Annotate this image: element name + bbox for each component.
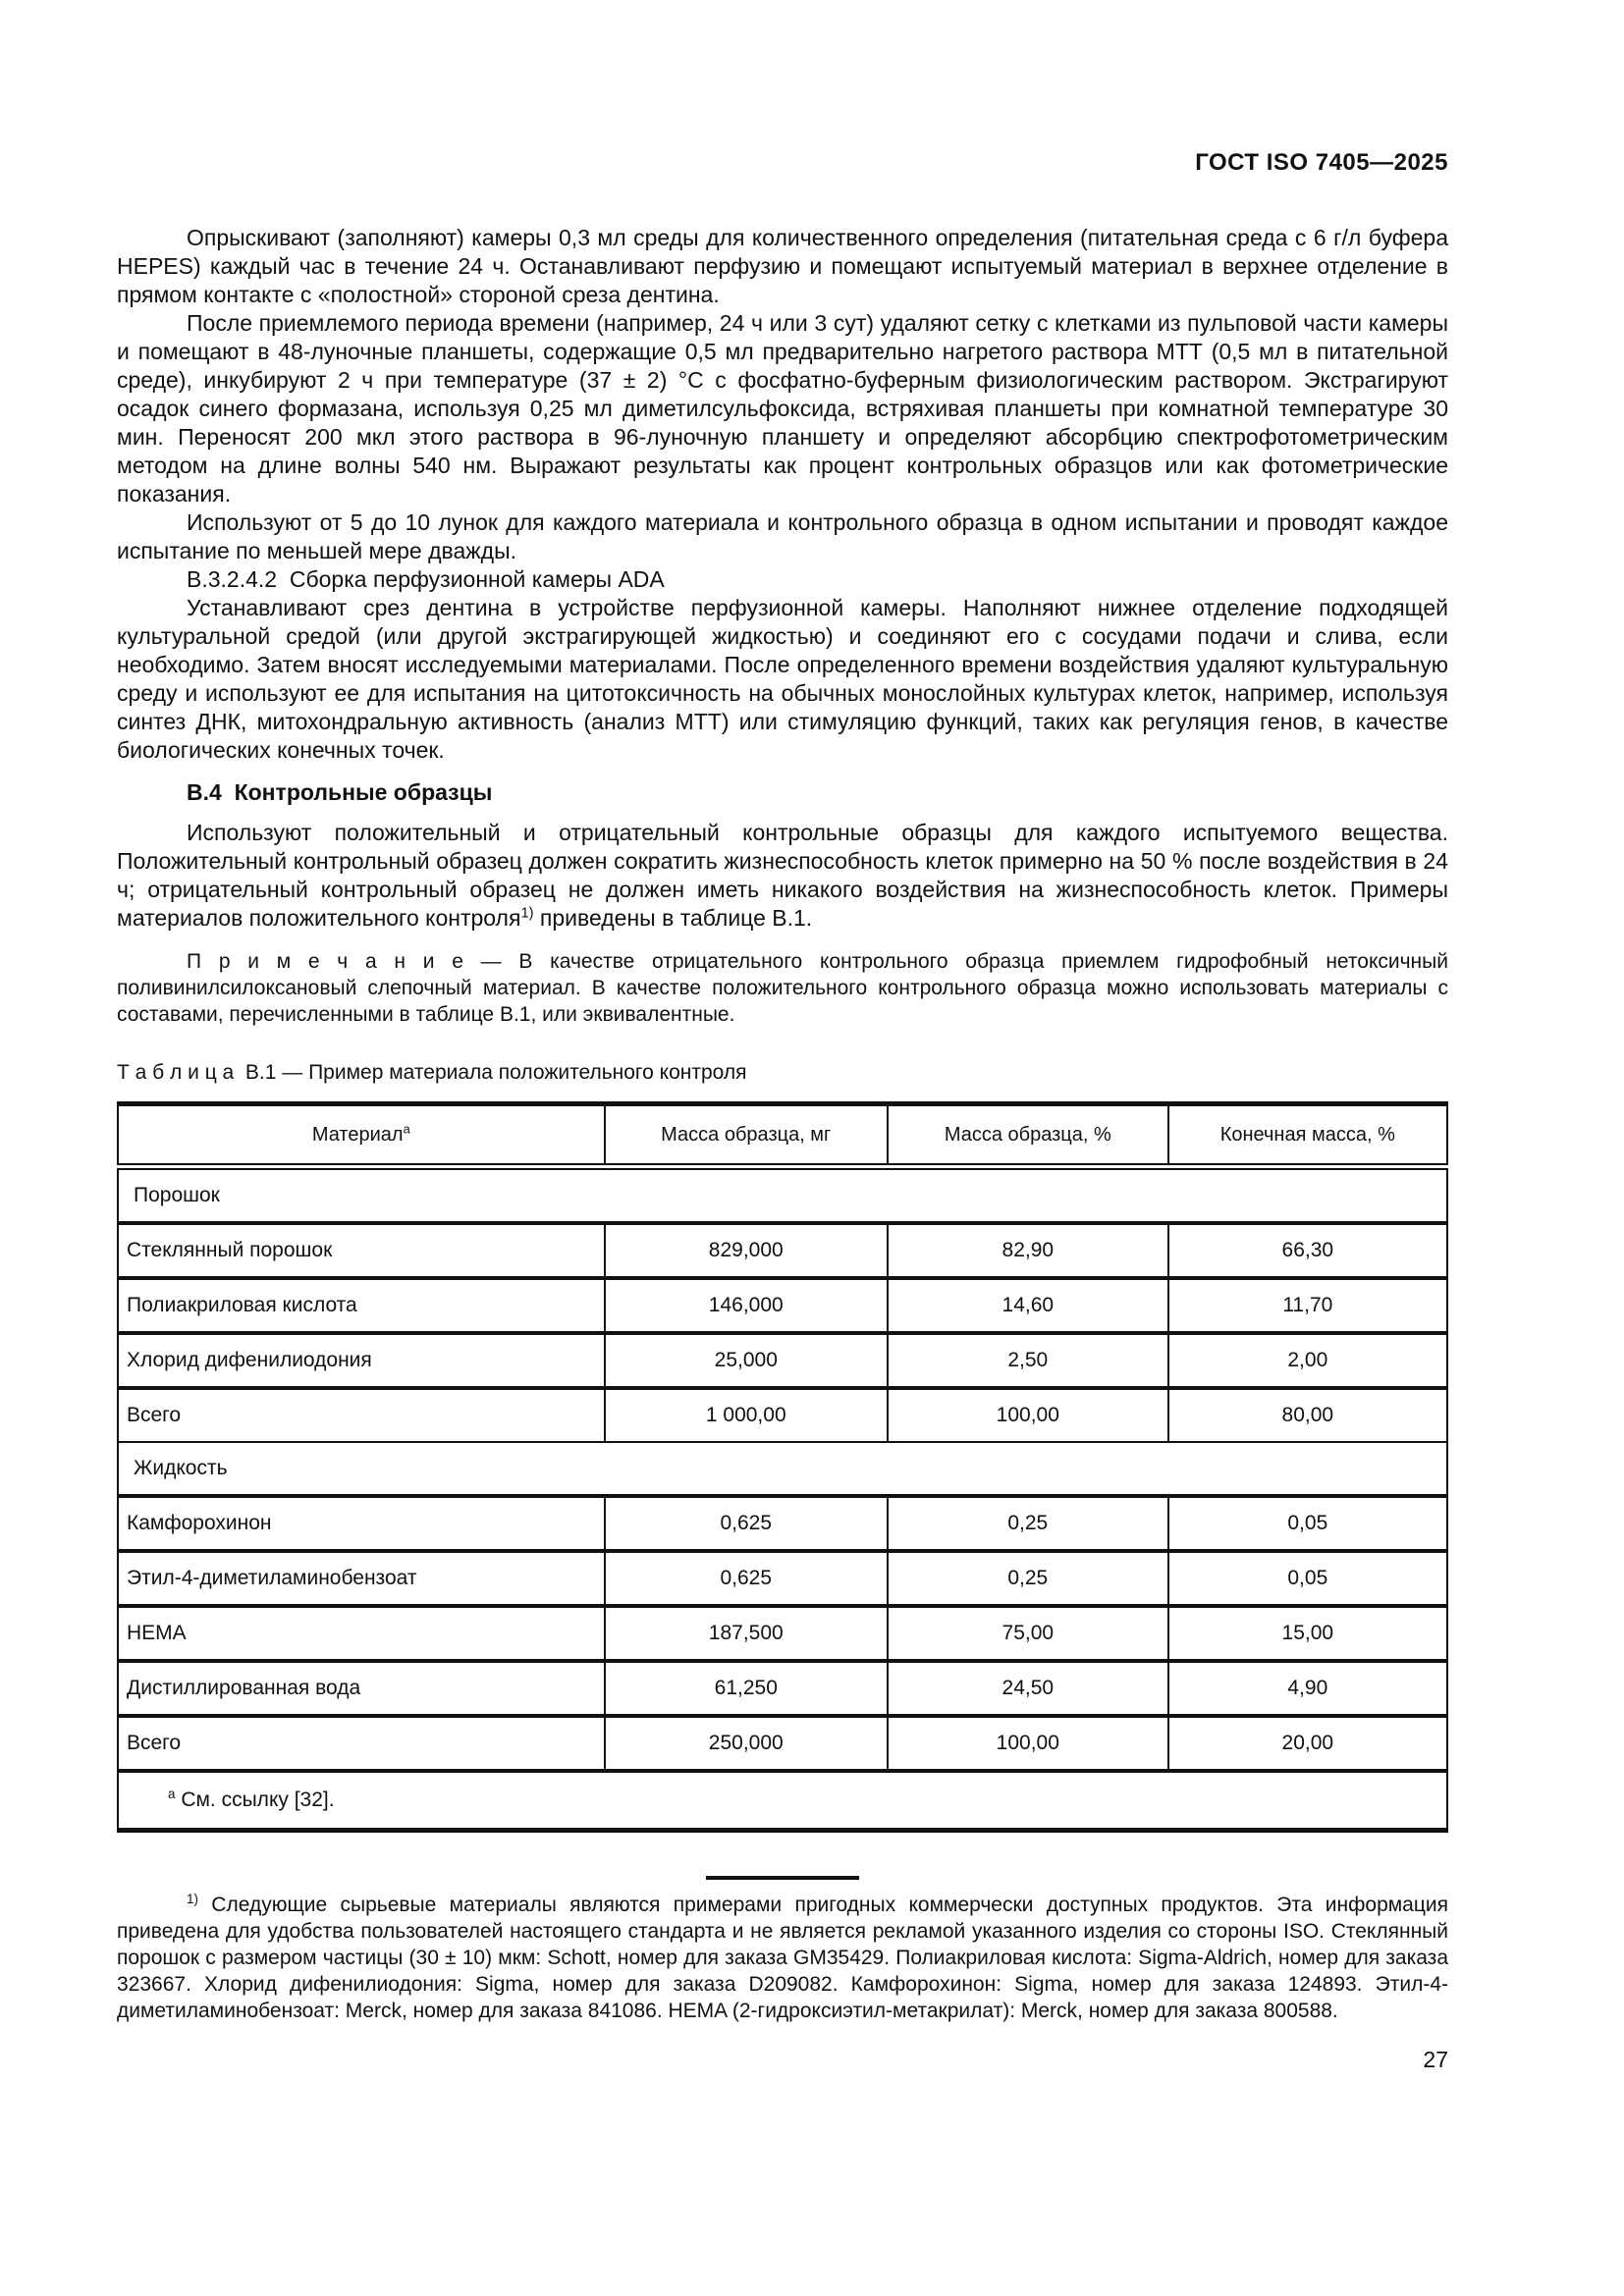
cell-final-mass-pct: 80,00 — [1168, 1388, 1447, 1442]
cell-material: Всего — [118, 1716, 605, 1771]
cell-material: Дистиллированная вода — [118, 1661, 605, 1716]
cell-mass-pct: 82,90 — [888, 1223, 1168, 1278]
section-label: Порошок — [118, 1167, 1447, 1224]
table-row-liquid-total — [118, 1716, 1447, 1771]
table-row-polyacrylic-acid — [118, 1278, 1447, 1333]
column-header-mass-pct: Масса образца, % — [888, 1104, 1168, 1167]
note-block — [117, 948, 1448, 1028]
footnote-reference-1: 1) — [520, 905, 534, 922]
table-row-ethyl-dimethylaminobenzoate — [118, 1551, 1447, 1606]
cell-mass-mg: 25,000 — [605, 1333, 888, 1388]
column-header-material: Материал$^а$ — [118, 1104, 605, 1167]
section-heading-b4: В.4 Контрольные образцы — [187, 779, 493, 805]
paragraph-control-samples — [117, 819, 1448, 933]
footnote-marker-1: 1) — [187, 1892, 198, 1906]
page-content — [117, 0, 1448, 2074]
cell-final-mass-pct: 15,00 — [1168, 1606, 1447, 1661]
table-footnote-marker: а — [403, 1120, 410, 1136]
cell-mass-mg: 250,000 — [605, 1716, 888, 1771]
cell-mass-mg: 61,250 — [605, 1661, 888, 1716]
cell-mass-pct: 100,00 — [888, 1388, 1168, 1442]
table-row-glass-powder — [118, 1223, 1447, 1278]
note-label: П р и м е ч а н и е — [187, 950, 463, 973]
footnote-block — [117, 1892, 1448, 2024]
column-header-mass-mg: Масса образца, мг — [605, 1104, 888, 1167]
cell-material: Полиакриловая кислота — [118, 1278, 605, 1333]
cell-final-mass-pct: 0,05 — [1168, 1551, 1447, 1606]
section-label: Жидкость — [118, 1442, 1447, 1496]
cell-mass-pct: 75,00 — [888, 1606, 1168, 1661]
positive-control-table — [117, 1101, 1448, 1833]
paragraph-text: Используют положительный и отрицательный контрольные образцы для каждого испытуемого вещества. Положительный контрольный образец должен сократить жизнеспособность клеток примерно на 50 % после воздействия в 24 ч; отрицательный контрольный образец не должен иметь никакого воздействия на жизнеспособность клеток. Примеры материалов положительного контроля — [117, 820, 1448, 931]
cell-mass-pct: 0,25 — [888, 1551, 1168, 1606]
cell-material: Этил-4-диметиламинобензоат — [118, 1551, 605, 1606]
cell-mass-mg: 0,625 — [605, 1496, 888, 1551]
cell-mass-pct: 14,60 — [888, 1278, 1168, 1333]
cell-mass-mg: 146,000 — [605, 1278, 888, 1333]
table-section-liquid — [118, 1442, 1447, 1496]
cell-material: Стеклянный порошок — [118, 1223, 605, 1278]
cell-mass-mg: 0,625 — [605, 1551, 888, 1606]
table-title — [117, 1059, 1448, 1086]
table-footnote-marker: а — [168, 1787, 176, 1801]
table-row-hema — [118, 1606, 1447, 1661]
table-footnote-text: См. ссылку [32]. — [175, 1789, 335, 1811]
cell-final-mass-pct: 4,90 — [1168, 1661, 1447, 1716]
running-header: ГОСТ ISO 7405—2025 — [1195, 149, 1448, 176]
table-footnote — [118, 1771, 1447, 1831]
footnote-text: Следующие сырьевые материалы являются примерами пригодных коммерчески доступных продуктов. Эта информация приведена для удобства пользователей настоящего стандарта и не является рекламой указанного изделия со стороны ISO. Стеклянный порошок с размером частицы (30 ± 10) мкм: Schott, номер для заказа GM35429. Полиакриловая кислота: Sigma-Aldrich, номер для заказа 323667. Хлорид дифенилиодония: Sigma, номер для заказа D209082. Камфорохинон: Sigma, номер для заказа 124893. Этил-4-диметиламинобензоат: Merck, номер для заказа 841086. HEMA (2-гидроксиэтил-метакрилат): Merck, номер для заказа 800588. — [117, 1894, 1448, 2022]
paragraph-wells-count: Используют от 5 до 10 лунок для каждого материала и контрольного образца в одном испытании и проводят каждое испытание по меньшей мере дважды. — [117, 509, 1448, 563]
cell-final-mass-pct: 2,00 — [1168, 1333, 1447, 1388]
paragraph-text: приведены в таблице В.1. — [533, 905, 813, 931]
table-footnote-row — [118, 1771, 1447, 1831]
table-row-camphorquinone — [118, 1496, 1447, 1551]
cell-mass-pct: 100,00 — [888, 1716, 1168, 1771]
column-header-final-mass-pct: Конечная масса, % — [1168, 1104, 1447, 1167]
cell-material: Всего — [118, 1388, 605, 1442]
page-number: 27 — [1423, 2047, 1448, 2072]
cell-final-mass-pct: 66,30 — [1168, 1223, 1447, 1278]
paragraph-mtt-procedure: После приемлемого периода времени (например, 24 ч или 3 сут) удаляют сетку с клетками из пульповой части камеры и помещают в 48-луночные планшеты, содержащие 0,5 мл предварительно нагретого раствора МТТ (0,5 мл в питательной среде), инкубируют 2 ч при температуре (37 ± 2) °С с фосфатно-буферным физиологическим раствором. Экстрагируют осадок синего формазана, используя 0,25 мл диметилсульфоксида, встряхивая планшеты при комнатной температуре 30 мин. Переносят 200 мкл этого раствора в 96-луночную планшету и определяют абсорбцию спектрофотометрическим методом на длине волны 540 нм. Выражают результаты как процент контрольных образцов или как фотометрические показания. — [117, 310, 1448, 507]
paragraph-spray-chambers: Опрыскивают (заполняют) камеры 0,3 мл среды для количественного определения (питательная среда с 6 г/л буфера HEPES) каждый час в течение 24 ч. Останавливают перфузию и помещают испытуемый материал в верхнее отделение в прямом контакте с «полостной» стороной среза дентина. — [117, 225, 1448, 307]
cell-mass-mg: 1 000,00 — [605, 1388, 888, 1442]
table-row-powder-total — [118, 1388, 1447, 1442]
table-title-label: Т а б л и ц а В.1 — [117, 1061, 277, 1084]
subsection-heading-b3242: В.3.2.4.2 Сборка перфузионной камеры ADA — [187, 566, 665, 592]
cell-mass-pct: 24,50 — [888, 1661, 1168, 1716]
cell-mass-pct: 0,25 — [888, 1496, 1168, 1551]
cell-mass-pct: 2,50 — [888, 1333, 1168, 1388]
paragraph-perfusion-chamber: Устанавливают срез дентина в устройстве перфузионной камеры. Наполняют нижнее отделение подходящей культуральной средой (или другой экстрагирующей жидкостью) и соединяют его с сосудами подачи и слива, если необходимо. Затем вносят исследуемыми материалами. После определенного времени воздействия удаляют культуральную среду и используют ее для испытания на цитотоксичность на обычных монослойных культурах клеток, например, используя синтез ДНК, митохондральную активность (анализ МТТ) или стимуляцию функций, таких как регуляция генов, в качестве биологических конечных точек. — [117, 595, 1448, 763]
table-row-diphenyliodonium-chloride — [118, 1333, 1447, 1388]
table-section-powder — [118, 1167, 1447, 1224]
table-header-row — [118, 1104, 1447, 1167]
table-row-distilled-water — [118, 1661, 1447, 1716]
footnote-separator — [706, 1876, 859, 1880]
cell-material: HEMA — [118, 1606, 605, 1661]
cell-mass-mg: 829,000 — [605, 1223, 888, 1278]
note-text: — В качестве отрицательного контрольного образца приемлем гидрофобный нетоксичный поливинилсилоксановый слепочный материал. В качестве положительного контрольного образца можно использовать материалы с составами, перечисленными в таблице В.1, или эквивалентные. — [117, 950, 1448, 1026]
table-title-text: — Пример материала положительного контроля — [276, 1061, 747, 1084]
cell-final-mass-pct: 0,05 — [1168, 1496, 1447, 1551]
cell-final-mass-pct: 20,00 — [1168, 1716, 1447, 1771]
cell-mass-mg: 187,500 — [605, 1606, 888, 1661]
cell-final-mass-pct: 11,70 — [1168, 1278, 1447, 1333]
cell-material: Камфорохинон — [118, 1496, 605, 1551]
cell-material: Хлорид дифенилиодония — [118, 1333, 605, 1388]
